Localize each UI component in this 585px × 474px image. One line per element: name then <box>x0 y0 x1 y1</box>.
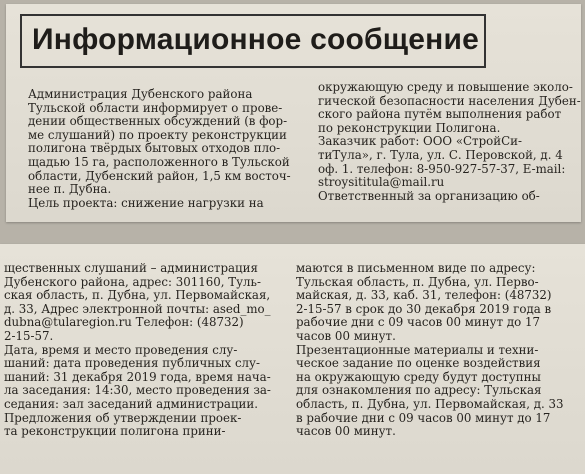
text-line: д. 33, Адрес электронной почты: ased_mo_ <box>4 301 271 316</box>
text-line: dubna@tularegion.ru Телефон: (48732) <box>4 315 244 330</box>
text-line: Презентационные материалы и техни- <box>296 342 539 357</box>
headline-frame <box>20 14 486 68</box>
text-line: Тульская область, п. Дубна, ул. Перво- <box>296 274 539 289</box>
bottom-clipping <box>0 244 585 474</box>
bottom-left-column <box>4 262 271 439</box>
text-line: ческое задание по оценке воздействия <box>296 356 541 371</box>
top-right-column <box>318 81 581 203</box>
text-line: Цель проекта: снижение нагрузки на <box>28 195 264 210</box>
text-line: майская, д. 33, каб. 31, телефон: (48732) <box>296 288 552 303</box>
text-line: в рабочие дни с 09 часов 00 минут до 17 <box>296 410 551 425</box>
text-line: Дубенского района, адрес: 301160, Туль- <box>4 274 261 289</box>
top-clipping <box>6 4 581 222</box>
bottom-right-column <box>296 262 563 439</box>
text-line: Ответственный за организацию об- <box>318 188 540 203</box>
text-line: ла заседания: 14:30, место проведения за- <box>4 383 271 398</box>
text-line: рабочие дни с 09 часов 00 минут до 17 <box>296 315 540 330</box>
text-line: Администрация Дубенского района <box>28 87 253 101</box>
text-line: область, п. Дубна, ул. Первомайская, д. 33 <box>296 396 564 411</box>
text-line: по реконструкции Полигона. <box>318 120 501 135</box>
text-line: гической безопасности населения Дубен- <box>318 93 581 108</box>
text-line: щадью 15 га, расположенного в Тульской <box>28 154 290 169</box>
text-line: нее п. Дубна. <box>28 182 112 197</box>
text-line: часов 00 минут. <box>296 328 396 343</box>
text-line: ского района путём выполнения работ <box>318 107 562 122</box>
text-line: 2-15-57 в срок до 30 декабря 2019 года в <box>296 301 552 316</box>
text-line: ме слушаний) по проекту реконструкции <box>28 127 287 142</box>
text-line: Предложения об утверждении проек- <box>4 410 242 425</box>
text-line: тиТула», г. Тула, ул. С. Перовской, д. 4 <box>318 147 563 162</box>
text-line: Тульской области информирует о прове- <box>28 100 283 115</box>
text-line: Дата, время и место проведения слу- <box>4 342 238 357</box>
text-line: ская область, п. Дубна, ул. Первомайская, <box>4 288 271 303</box>
text-line: дении общественных обсуждений (в фор- <box>28 114 288 129</box>
text-line: шаний: 31 декабря 2019 года, время нача- <box>4 369 271 384</box>
text-line: для ознакомления по адресу: Тульская <box>296 383 542 398</box>
headline-title: Информационное сообщение <box>32 23 479 56</box>
text-line: полигона твёрдых бытовых отходов пло- <box>28 141 281 156</box>
text-line: часов 00 минут. <box>296 424 396 439</box>
text-line: stroysititula@mail.ru <box>318 175 445 190</box>
text-line: седания: зал заседаний администрации. <box>4 396 259 411</box>
top-left-column <box>28 88 291 210</box>
text-line: щественных слушаний – администрация <box>4 261 258 275</box>
text-line: маются в письменном виде по адресу: <box>296 261 536 275</box>
text-line: шаний: дата проведения публичных слу- <box>4 356 260 371</box>
text-line: оф. 1. телефон: 8-950-927-57-37, E-mail: <box>318 161 566 176</box>
text-line: на окружающую среду будут доступны <box>296 369 541 384</box>
text-line: окружающую среду и повышение эколо- <box>318 80 573 94</box>
text-line: 2-15-57. <box>4 328 54 343</box>
text-line: та реконструкции полигона прини- <box>4 424 226 439</box>
text-line: Заказчик работ: ООО «СтройСи- <box>318 134 522 149</box>
text-line: области, Дубенский район, 1,5 км восточ- <box>28 168 291 183</box>
